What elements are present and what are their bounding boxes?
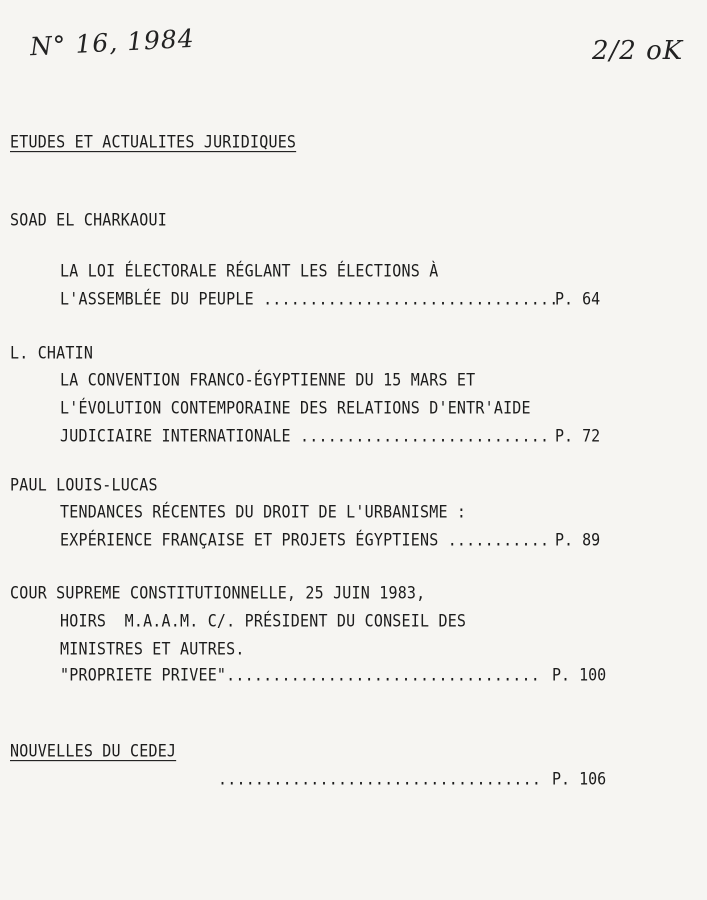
entry-title-line: MINISTRES ET AUTRES. — [60, 639, 245, 660]
entry-page-number: P. 89 — [555, 530, 601, 551]
entry-author: SOAD EL CHARKAOUI — [10, 210, 167, 231]
entry-title-line: L'ÉVOLUTION CONTEMPORAINE DES RELATIONS D'ENTR'AIDE — [60, 398, 531, 419]
entry-title-line: LA CONVENTION FRANCO-ÉGYPTIENNE DU 15 MARS ET — [60, 370, 476, 391]
entry-page-number: P. 64 — [555, 289, 601, 310]
handwritten-issue-number: N° 16, 1984 — [29, 23, 196, 62]
entry-author: COUR SUPREME CONSTITUTIONNELLE, 25 JUIN 1983, — [10, 583, 426, 604]
handwritten-check-mark: 2/2 oK — [592, 36, 684, 66]
entry-author: L. CHATIN — [10, 343, 94, 364]
entry-page-number: P. 100 — [552, 665, 607, 686]
entry-title-line: JUDICIAIRE INTERNATIONALE ........................... — [60, 426, 550, 447]
entry-author: PAUL LOUIS-LUCAS — [10, 475, 158, 496]
entry-title-line: "PROPRIETE PRIVEE".................................. — [60, 665, 540, 686]
news-page-number: P. 106 — [552, 769, 607, 790]
entry-title-line: EXPÉRIENCE FRANÇAISE ET PROJETS ÉGYPTIENS ........... — [60, 530, 550, 551]
section-title: ETUDES ET ACTUALITES JURIDIQUES — [10, 132, 297, 153]
news-title: NOUVELLES DU CEDEJ — [10, 741, 177, 762]
entry-title-line: HOIRS M.A.A.M. C/. PRÉSIDENT DU CONSEIL DES — [60, 611, 467, 632]
entry-title-line: L'ASSEMBLÉE DU PEUPLE ................................ — [60, 289, 559, 310]
entry-page-number: P. 72 — [555, 426, 601, 447]
entry-title-line: LA LOI ÉLECTORALE RÉGLANT LES ÉLECTIONS À — [60, 261, 439, 282]
entry-title-line: TENDANCES RÉCENTES DU DROIT DE L'URBANISME : — [60, 502, 467, 523]
news-dot-leader: ................................... — [218, 769, 542, 790]
